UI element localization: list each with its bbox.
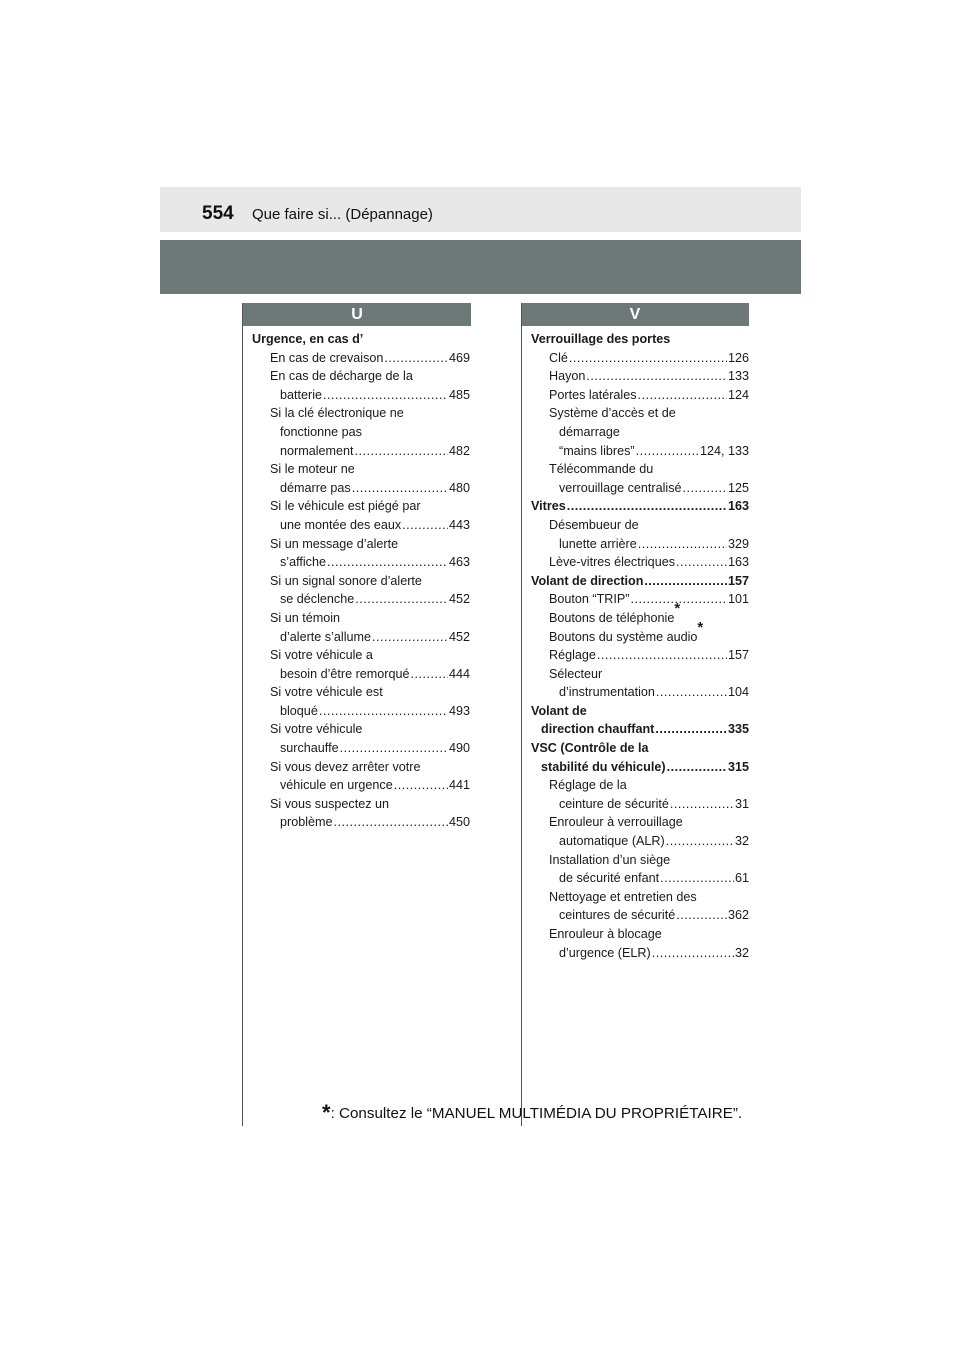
page-number: 554: [202, 203, 234, 224]
index-entry-text: surchauffe: [280, 741, 339, 756]
index-entry-text: Si le moteur ne: [270, 462, 355, 477]
index-entry: [252, 646, 470, 665]
index-entry: [531, 572, 749, 591]
letter-tab-u: U: [243, 303, 471, 326]
index-entry: [531, 944, 749, 963]
index-entry-text: automatique (ALR): [559, 834, 665, 849]
index-entry: [531, 665, 749, 684]
index-entry-page: 125: [727, 480, 749, 495]
index-entry-text: ceinture de sécurité: [559, 796, 669, 811]
leader-dots: [667, 758, 727, 777]
footnote: [322, 1100, 742, 1126]
index-entry: [531, 516, 749, 535]
index-entry-page: 493: [448, 703, 470, 718]
index-entry-text: une montée des eaux: [280, 517, 402, 532]
index-entry-page: 335: [727, 722, 749, 737]
index-entry: [252, 553, 470, 572]
leader-dots: [402, 516, 448, 535]
leader-dots: [355, 590, 448, 609]
index-entry-page: 441: [448, 778, 470, 793]
leader-dots: [683, 479, 727, 498]
index-entry: [252, 497, 470, 516]
index-entry-text: Bouton “TRIP”: [549, 592, 630, 607]
index-entry-text: Volant de: [531, 703, 587, 718]
index-entry-text: Installation d’un siège: [549, 852, 671, 867]
index-entry: [252, 590, 470, 609]
index-entry: [531, 720, 749, 739]
index-entry-text: Verrouillage des portes: [531, 332, 671, 346]
index-entry-text: se déclenche: [280, 592, 355, 607]
index-entry-text: Si votre véhicule: [270, 722, 363, 737]
leader-dots: [372, 628, 448, 647]
index-entry: [252, 423, 470, 442]
index-entry-text: lunette arrière: [559, 536, 637, 551]
index-entry-text: En cas de décharge de la: [270, 369, 413, 384]
index-entry: [252, 720, 470, 739]
index-entry-text: besoin d’être remorqué: [280, 666, 410, 681]
index-entry-page: 163: [727, 499, 749, 514]
index-entry-page: 133: [727, 369, 749, 384]
index-entry-text: Vitres: [531, 499, 566, 514]
index-entry-text: Système d’accès et de: [549, 406, 676, 421]
index-entry-text: s’affiche: [280, 555, 326, 570]
index-entry-text: Si la clé électronique ne: [270, 406, 404, 421]
leader-dots: [638, 535, 727, 554]
index-entry: [252, 349, 470, 368]
leader-dots: [676, 553, 727, 572]
index-entry-page: 482: [448, 443, 470, 458]
leader-dots: [636, 442, 699, 461]
index-entry-text: Boutons du système audio: [549, 629, 698, 644]
index-entry-text: problème: [280, 815, 333, 830]
index-entry-text: véhicule en urgence: [280, 778, 393, 793]
index-entry: [252, 628, 470, 647]
index-entry-page: 104: [727, 685, 749, 700]
index-entry-text: Lève-vitres électriques: [549, 555, 675, 570]
index-entry-text: d’instrumentation: [559, 685, 655, 700]
index-entry-text: d’urgence (ELR): [559, 945, 651, 960]
letter-tab-v: V: [521, 303, 749, 326]
index-entry: [531, 925, 749, 944]
index-entry: [252, 516, 470, 535]
index-entry-text: “mains libres”: [559, 443, 635, 458]
index-entry-page: 444: [448, 666, 470, 681]
index-entry-text: En cas de crevaison: [270, 350, 384, 365]
index-entry-page: 32: [734, 834, 749, 849]
index-entry-page: 124: [727, 387, 749, 402]
index-entry-page: 61: [734, 871, 749, 886]
index-entry: [252, 330, 470, 349]
index-entry-page: 480: [448, 480, 470, 495]
index-entry-text: Si un témoin: [270, 610, 341, 625]
index-entry: [531, 851, 749, 870]
index-entry-page: 32: [734, 945, 749, 960]
index-entry-text: Si votre véhicule est: [270, 685, 383, 700]
index-entry-page: 101: [727, 592, 749, 607]
index-entry: [252, 386, 470, 405]
index-entry-text: fonctionne pas: [280, 424, 362, 439]
leader-dots: [644, 572, 727, 591]
leader-dots: [638, 386, 727, 405]
leader-dots: [327, 553, 448, 572]
section-title: Que faire si... (Dépannage): [252, 206, 433, 223]
leader-dots: [660, 869, 734, 888]
index-entry: [531, 367, 749, 386]
index-entry: [531, 869, 749, 888]
index-entry: [531, 349, 749, 368]
leader-dots: [670, 795, 734, 814]
index-entry-page: 469: [448, 350, 470, 365]
index-entry-text: normalement: [280, 443, 354, 458]
index-entry-text: Réglage de la: [549, 778, 627, 793]
index-entry: [252, 795, 470, 814]
index-entry-text: démarrage: [559, 424, 620, 439]
index-entry: [531, 776, 749, 795]
index-entry-text: Si votre véhicule a: [270, 648, 373, 663]
index-entry: [531, 423, 749, 442]
index-entry: [252, 813, 470, 832]
index-entry-page: 157: [727, 573, 749, 588]
leader-dots: [352, 479, 448, 498]
index-entry: [252, 702, 470, 721]
index-entry-page: 315: [727, 759, 749, 774]
index-entry-text: Télécommande du: [549, 462, 654, 477]
index-entry-text: Hayon: [549, 369, 586, 384]
header-band: [160, 240, 801, 294]
index-entry-page: 452: [448, 629, 470, 644]
index-entry: [252, 572, 470, 591]
index-entry: [531, 683, 749, 702]
index-entry-text: Si un message d’alerte: [270, 536, 399, 551]
index-entry: [531, 497, 749, 516]
index-entry: [531, 888, 749, 907]
column-divider-middle: [521, 303, 522, 1126]
index-entry: [531, 590, 749, 609]
leader-dots: [655, 720, 727, 739]
index-entry: [531, 553, 749, 572]
index-entry-page: 31: [734, 796, 749, 811]
index-entry: [252, 683, 470, 702]
leader-dots: [569, 349, 727, 368]
index-entry-text: verrouillage centralisé: [559, 480, 682, 495]
index-entry-text: batterie: [280, 387, 323, 402]
leader-dots: [384, 349, 448, 368]
index-entry: [531, 442, 749, 461]
index-entry-text: stabilité du véhicule): [541, 759, 666, 774]
index-entry-page: 329: [727, 536, 749, 551]
index-entry-text: Enrouleur à verrouillage: [549, 815, 683, 830]
index-entry: [531, 618, 749, 647]
index-entry-page: 463: [448, 555, 470, 570]
index-entry: [531, 479, 749, 498]
index-entry-text: VSC (Contrôle de la: [531, 741, 649, 756]
leader-dots: [323, 386, 448, 405]
index-entry: [531, 535, 749, 554]
index-entry: [531, 702, 749, 721]
index-entry-text: bloqué: [280, 703, 318, 718]
index-entry-text: Si vous suspectez un: [270, 796, 390, 811]
index-entry: [531, 404, 749, 423]
index-entry-page: 163: [727, 555, 749, 570]
index-entry: [531, 739, 749, 758]
index-entry: [531, 813, 749, 832]
index-entry: [531, 832, 749, 851]
leader-dots: [676, 906, 727, 925]
index-entry: [531, 758, 749, 777]
index-entry: [252, 609, 470, 628]
leader-dots: [586, 367, 727, 386]
leader-dots: [319, 702, 448, 721]
leader-dots: [411, 665, 448, 684]
index-entry: [252, 535, 470, 554]
index-entry-text: Sélecteur: [549, 666, 603, 681]
index-entry: [252, 404, 470, 423]
leader-dots: [340, 739, 448, 758]
index-entry: [531, 460, 749, 479]
index-entry: [252, 367, 470, 386]
index-entry-text: Portes latérales: [549, 387, 637, 402]
index-entry-text: Désembueur de: [549, 517, 639, 532]
index-entry-text: Clé: [549, 350, 568, 365]
index-entry-text: démarre pas: [280, 480, 351, 495]
index-entry-text: Si le véhicule est piégé par: [270, 499, 421, 514]
leader-dots: [666, 832, 734, 851]
index-entry: [252, 776, 470, 795]
index-entry-page: 450: [448, 815, 470, 830]
index-entry-page: 452: [448, 592, 470, 607]
leader-dots: [567, 497, 727, 516]
index-entry: [531, 330, 749, 349]
index-entry-page: 362: [727, 908, 749, 923]
index-entry: [252, 665, 470, 684]
index-column-v: [531, 330, 749, 962]
index-entry: [531, 795, 749, 814]
index-entry-text: Volant de direction: [531, 573, 644, 588]
index-entry-text: d’alerte s’allume: [280, 629, 371, 644]
index-entry-page: 126: [727, 350, 749, 365]
index-entry-text: Urgence, en cas d’: [252, 332, 364, 346]
footnote-marker: *: [697, 618, 704, 636]
footnote-text: : Consultez le “MANUEL MULTIMÉDIA DU PROPRIÉTAIRE”.: [330, 1105, 743, 1122]
index-entry-text: Enrouleur à blocage: [549, 927, 662, 941]
index-entry-text: Si un signal sonore d’alerte: [270, 573, 422, 588]
leader-dots: [394, 776, 448, 795]
leader-dots: [652, 944, 734, 963]
index-entry: [252, 460, 470, 479]
index-entry-text: ceintures de sécurité: [559, 908, 676, 923]
leader-dots: [656, 683, 727, 702]
leader-dots: [355, 442, 448, 461]
index-entry-text: direction chauffant: [541, 722, 655, 737]
index-entry: [531, 906, 749, 925]
index-entry: [252, 442, 470, 461]
index-column-u: [252, 330, 470, 832]
index-entry-text: Réglage: [549, 648, 596, 663]
index-entry: [531, 646, 749, 665]
index-entry: [252, 739, 470, 758]
index-entry-text: Si vous devez arrêter votre: [270, 759, 421, 774]
leader-dots: [597, 646, 727, 665]
index-entry-page: 157: [727, 648, 749, 663]
footnote-star: *: [322, 1100, 331, 1125]
index-entry-page: 485: [448, 387, 470, 402]
index-entry: [252, 479, 470, 498]
footnote-marker: *: [674, 599, 681, 617]
column-divider-left: [242, 303, 243, 1126]
index-entry-page: 443: [448, 517, 470, 532]
index-entry-text: Boutons de téléphonie: [549, 610, 675, 625]
index-entry-text: Nettoyage et entretien des: [549, 889, 697, 904]
index-entry: [252, 758, 470, 777]
index-entry: [531, 386, 749, 405]
index-entry-page: 124, 133: [699, 443, 749, 458]
leader-dots: [334, 813, 448, 832]
index-entry-text: de sécurité enfant: [559, 871, 660, 886]
index-entry-page: 490: [448, 741, 470, 756]
